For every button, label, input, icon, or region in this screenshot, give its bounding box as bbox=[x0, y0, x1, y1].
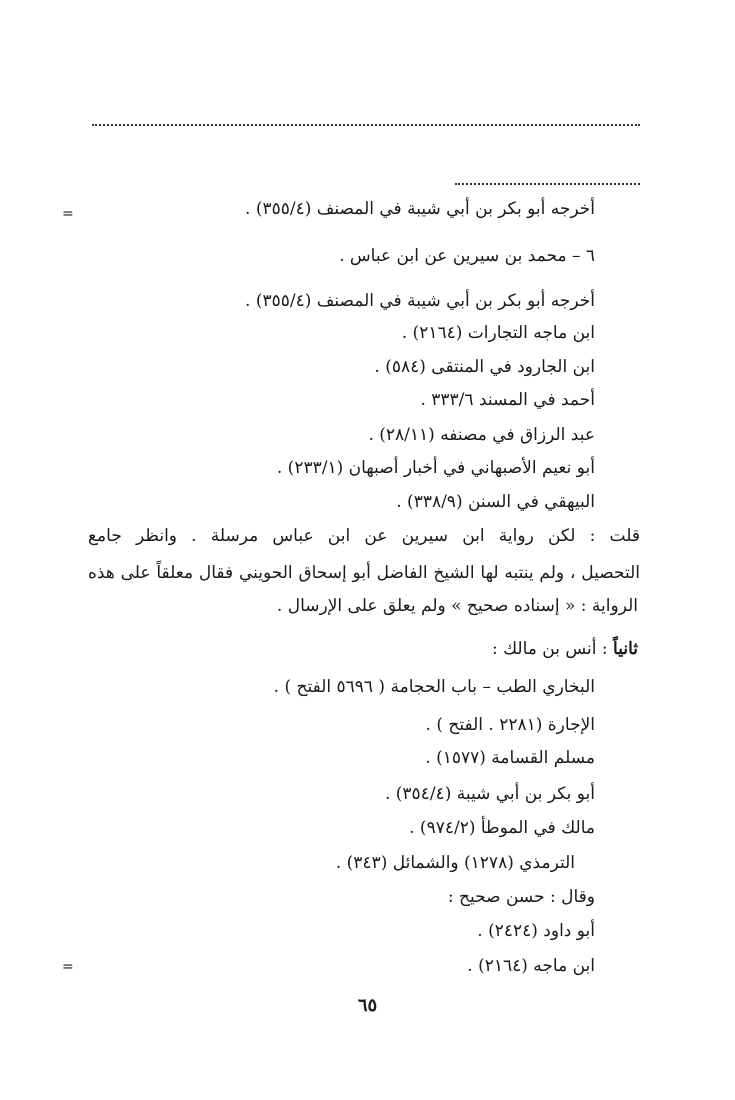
margin-mark: = bbox=[62, 959, 74, 975]
section-heading-text: : أنس بن مالك : bbox=[491, 639, 608, 659]
text-line: ابن ماجه التجارات (٢١٦٤) . bbox=[401, 323, 595, 343]
text-line: وقال : حسن صحيح : bbox=[447, 887, 595, 907]
text-line: مسلم القسامة (١٥٧٧) . bbox=[425, 748, 595, 768]
margin-mark: = bbox=[62, 206, 74, 222]
text-line: عبد الرزاق في مصنفه (٢٨/١١) . bbox=[368, 425, 595, 445]
text-line: الترمذي (١٢٧٨) والشمائل (٣٤٣) . bbox=[335, 853, 575, 873]
page-number: ٦٥ bbox=[357, 995, 378, 1016]
text-line: البيهقي في السنن (٣٣٨/٩) . bbox=[396, 492, 595, 512]
text-line: البخاري الطب – باب الحجامة ( ٥٦٩٦ الفتح ) . bbox=[273, 677, 595, 697]
text-line: أبو داود (٢٤٢٤) . bbox=[477, 921, 595, 941]
section-heading-label: ثانياً bbox=[613, 639, 638, 659]
text-line: مالك في الموطأ (٩٧٤/٢) . bbox=[409, 818, 595, 838]
text-line: الإجارة (٢٢٨١ . الفتح ) . bbox=[425, 715, 595, 735]
paragraph-line: قلت : لكن رواية ابن سيرين عن ابن عباس مرسلة . وانظر جامع bbox=[88, 526, 640, 546]
text-line: ٦ – محمد بن سيرين عن ابن عباس . bbox=[339, 246, 595, 266]
text-line: ابن الجارود في المنتقى (٥٨٤) . bbox=[374, 357, 595, 377]
text-line: أخرجه أبو بكر بن أبي شيبة في المصنف (٣٥٥/٤) . bbox=[245, 199, 595, 219]
text-line: أحمد في المسند ٣٣٣/٦ . bbox=[420, 390, 595, 410]
text-line: ابن ماجه (٢١٦٤) . bbox=[467, 956, 595, 976]
text-line: أبو بكر بن أبي شيبة (٣٥٤/٤) . bbox=[384, 784, 595, 804]
text-line: أبو نعيم الأصبهاني في أخبار أصبهان (٢٣٣/١) . bbox=[276, 458, 595, 478]
paragraph-line: التحصيل ، ولم ينتبه لها الشيخ الفاضل أبو إسحاق الحويني فقال معلقاً على هذه bbox=[88, 563, 640, 583]
text-line: أخرجه أبو بكر بن أبي شيبة في المصنف (٣٥٥/٤) . bbox=[245, 291, 595, 311]
dotted-separator bbox=[92, 124, 640, 126]
dotted-separator-short bbox=[455, 183, 640, 185]
section-heading bbox=[492, 638, 638, 660]
paragraph-line: الرواية : « إسناده صحيح » ولم يعلق على الإرسال . bbox=[276, 596, 638, 616]
